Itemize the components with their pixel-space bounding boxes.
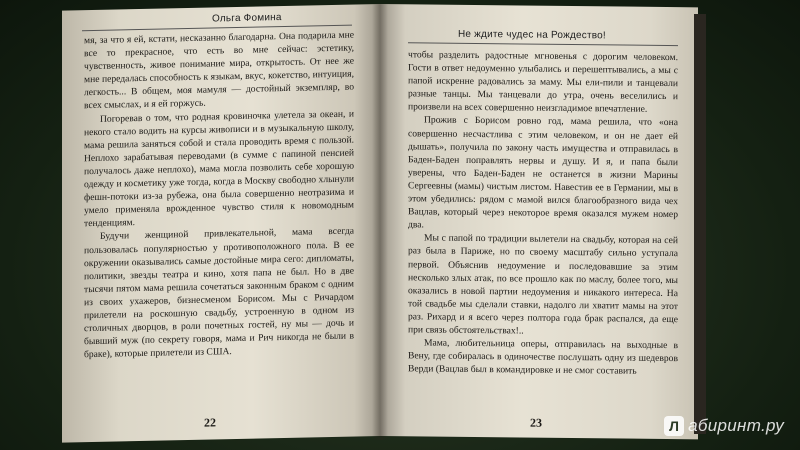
watermark-text: абиринт.ру: [688, 416, 784, 435]
paragraph: мя, за что я ей, кстати, несказанно благодарна. Она подарила мне все то прекрасное, что есть во мне сейчас: эстетику, чувственность, живое понимание мира, открытость. От нее же мне передалась способность к языкам, вкус, кокетство, интуиция, легкость... В общем, моя мамуля — достойный экземпляр, во всех смыслах, и я ей горжусь.: [84, 29, 354, 112]
left-page-body: [84, 29, 354, 362]
book-spine: [372, 4, 388, 440]
paragraph: Будучи женщиной привлекательной, мама всегда пользовалась популярностью у противоположного пола. В ее окружении оказывались самые достойные мира сего: дипломаты, политики, звезды театра и кино, хотя папа не был. Но в две тысячи пятом мама решила сочетаться законным браком с одним из своих ухажеров, бизнесменом Борисом. Мы с Ричардом прилетели на роскошную свадьбу, устроенную в одном из столичных дворцов, в роли почетных гостей, ну мы — дочь и бывший муж (по секрету говоря, мама и Рич никогда не были в браке), которые прилетели из США.: [84, 225, 354, 361]
paragraph: Прожив с Борисом ровно год, мама решила, что «она совершенно несчастлива с этим человеком, и он не дает ей дышать», получила по закону часть имущества и отправилась в Баден-Баден поправлять нервы и душу. И я, и папа были уверены, что Баден-Баден не останется в жизни Марины Сергеевны (мамы) чистым листом. Навестив ее в Германии, мы в этом убедились: рядом с мамой вился благообразного вида чех Вацлав, который через некоторое время оказался мужем номер два.: [408, 114, 678, 231]
left-page: [62, 4, 380, 443]
book-cover-edge: [694, 14, 706, 434]
site-watermark: [664, 416, 784, 436]
open-book: [62, 4, 712, 444]
right-page-number: 23: [530, 415, 542, 430]
labirint-logo-icon: Л: [664, 416, 684, 436]
paragraph: чтобы разделить радостные мгновенья с дорогим человеком. Гости в ответ недоуменно улыбались и перешептывались, а мы с папой искренне радовались за маму. Мы ели-пили и танцевали разные танцы. Мы танцевали до утра, очень веселились и произвели на всех совершенно неизгладимое впечатление.: [408, 49, 678, 116]
paragraph: Погоревав о том, что родная кровиночка улетела за океан, и некого стало водить на курсы живописи и в музыкальную школу, мама решила заняться собой и стала проводить время с пользой. Неплохо зарабатывая переводами (в сумме с папиной пенсией получалось даже неплохо), мама могла позволить себе хорошую одежду и косметику уже тогда, когда в Москву свободно хлынули фешн-потоки из-за рубежа, она была совершенно неотразима и умело применяла врожденное чувство стиля к новомодным тенденциям.: [84, 108, 354, 230]
right-header-rule: [408, 42, 678, 46]
left-page-header: Ольга Фомина: [212, 12, 282, 25]
paragraph: Мама, любительница оперы, отправилась на выходные в Вену, где собиралась в одиночестве послушать одну из шедевров Верди (Вацлав был в командировке и не смог составить: [408, 337, 678, 377]
paragraph: Мы с папой по традиции вылетели на свадьбу, которая на сей раз была в Париже, но по своему масштабу сильно уступала первой. Объяснив недоумение и последовавшие за этим несколько злых атак, по все прошло как по маслу, более того, мы оказались в новой партии недоумения и никакого интереса. На той свадьбе мы сделали ставки, надолго ли хватит мамы на этот раз. Рихард и я всего через полтора года брак распался, да еще при связь обстоятельствах!..: [408, 232, 678, 337]
right-page-body: [408, 48, 678, 378]
left-page-number: 22: [204, 415, 216, 430]
right-page-header: Не ждите чудес на Рождество!: [458, 28, 606, 42]
right-page: [380, 4, 698, 439]
